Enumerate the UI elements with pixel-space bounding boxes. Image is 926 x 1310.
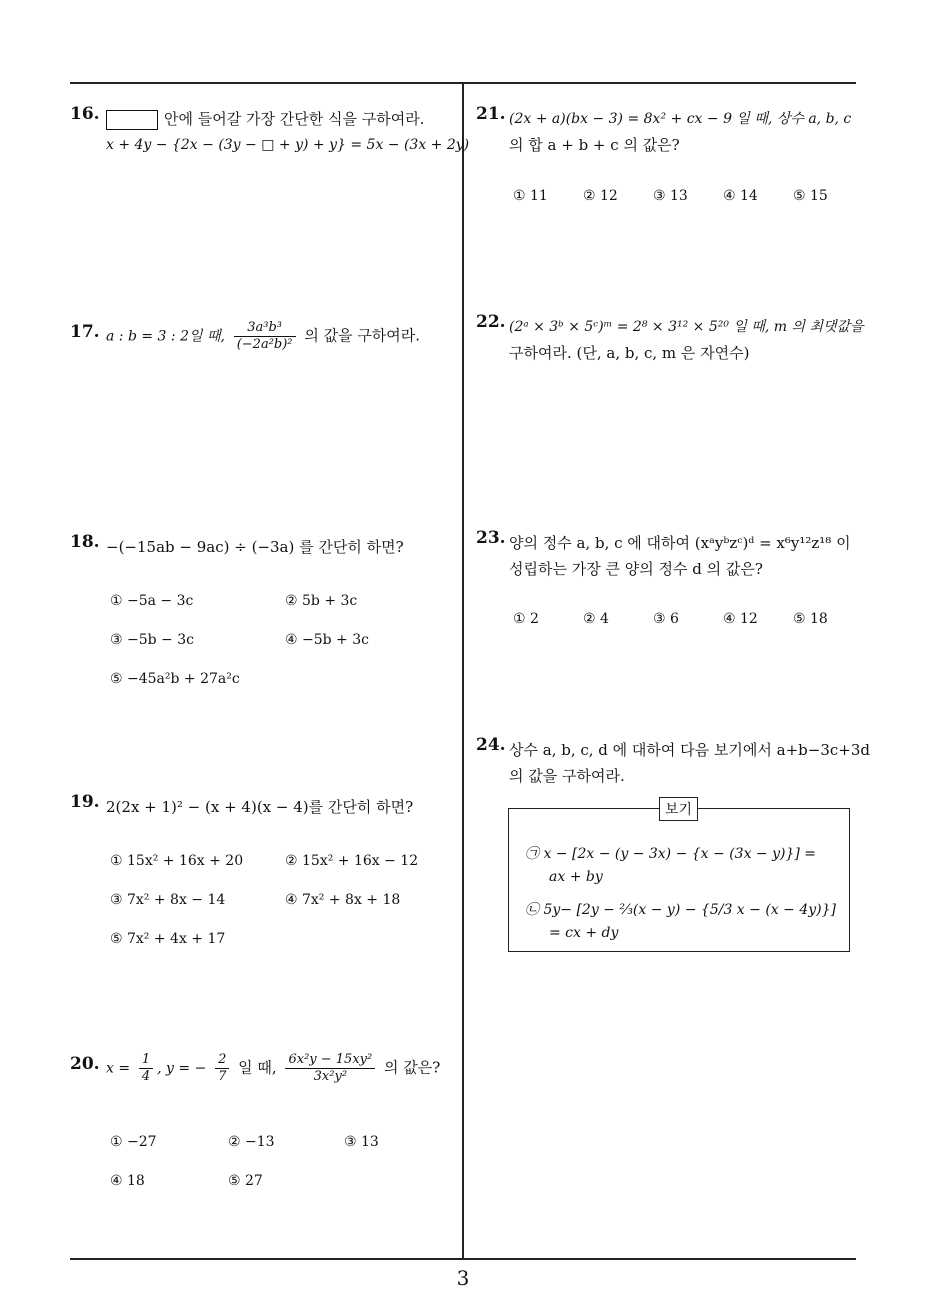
question-text-2: 의 값을 구하여라. bbox=[509, 767, 625, 785]
option-3[interactable]: ③ 6 bbox=[653, 611, 679, 627]
option-4[interactable]: ④ 18 bbox=[110, 1173, 145, 1189]
fraction-denominator: (−2a²b)² bbox=[236, 337, 293, 352]
option-4[interactable]: ④ 12 bbox=[723, 611, 758, 627]
fraction-x bbox=[139, 1052, 153, 1085]
fraction-denominator: 7 bbox=[218, 1069, 227, 1084]
question-text-2: 의 합 a + b + c 의 값은? bbox=[509, 136, 680, 154]
option-1[interactable]: ① −27 bbox=[110, 1134, 157, 1150]
question-text: 의 값은? bbox=[384, 1058, 441, 1077]
x-assignment: x = bbox=[106, 1060, 131, 1077]
question-body bbox=[106, 106, 469, 158]
example-box bbox=[508, 802, 850, 952]
question-body bbox=[106, 320, 420, 353]
option-2[interactable]: ② 4 bbox=[583, 611, 609, 627]
question-number: 18. bbox=[70, 532, 100, 552]
fraction bbox=[234, 320, 296, 353]
option-4[interactable]: ④ 14 bbox=[723, 188, 758, 204]
option-1[interactable]: ① −5a − 3c bbox=[110, 593, 194, 609]
question-number: 23. bbox=[476, 528, 506, 548]
question-text: 양의 정수 a, b, c 에 대하여 (xᵃyᵇzᶜ)ᵈ = x⁶y¹²z¹⁸ 이 bbox=[509, 534, 851, 552]
question-body bbox=[509, 530, 851, 582]
fraction-numerator: 6x²y − 15xy² bbox=[285, 1052, 375, 1069]
option-2[interactable]: ② 5b + 3c bbox=[285, 593, 358, 609]
bottom-rule bbox=[70, 1258, 856, 1260]
option-5[interactable]: ⑤ 27 bbox=[228, 1173, 263, 1189]
equation: x + 4y − {2x − (3y − □ + y) + y} = 5x − (3x + 2y) bbox=[106, 137, 470, 153]
fraction-numerator: 2 bbox=[215, 1052, 229, 1069]
connector-text: 일 때, bbox=[238, 1058, 277, 1077]
question-text: (2x + a)(bx − 3) = 8x² + cx − 9 일 때, 상수 a, b, c bbox=[509, 111, 852, 127]
question-text: 의 값을 구하여라. bbox=[304, 326, 421, 345]
question-body bbox=[509, 106, 851, 158]
option-4[interactable]: ④ −5b + 3c bbox=[285, 632, 369, 648]
fraction-denominator: 4 bbox=[141, 1069, 151, 1084]
fraction-expression bbox=[285, 1052, 375, 1085]
question-number: 20. bbox=[70, 1054, 100, 1074]
column-divider bbox=[462, 84, 464, 1258]
option-1[interactable]: ① 2 bbox=[513, 611, 539, 627]
question-text: 상수 a, b, c, d 에 대하여 다음 보기에서 a+b−3c+3d bbox=[509, 741, 870, 759]
question-number: 24. bbox=[476, 735, 506, 755]
page-number: 3 bbox=[456, 1266, 470, 1290]
question-body bbox=[106, 1052, 440, 1085]
option-2[interactable]: ② −13 bbox=[228, 1134, 275, 1150]
option-5[interactable]: ⑤ 18 bbox=[793, 611, 828, 627]
example-line-1: ㉠ x − [2x − (y − 3x) − {x − (3x − y)}] = bbox=[525, 846, 817, 862]
example-line-2: ax + by bbox=[549, 869, 603, 885]
question-body bbox=[509, 737, 870, 789]
example-box-title: 보기 bbox=[659, 797, 698, 821]
question-body bbox=[106, 794, 413, 820]
question-text-2: 구하여라. (단, a, b, c, m 은 자연수) bbox=[509, 344, 750, 362]
ratio-condition: a : b = 3 : 2일 때, bbox=[106, 328, 225, 345]
example-line-4: = cx + dy bbox=[549, 925, 619, 941]
fraction-numerator: 3a³b³ bbox=[234, 320, 296, 337]
option-2[interactable]: ② 15x² + 16x − 12 bbox=[285, 853, 419, 869]
question-body bbox=[106, 534, 404, 560]
question-text: −(−15ab − 9ac) ÷ (−3a) 를 간단히 하면? bbox=[106, 538, 404, 556]
option-4[interactable]: ④ 7x² + 8x + 18 bbox=[285, 892, 401, 908]
question-text: 2(2x + 1)² − (x + 4)(x − 4)를 간단히 하면? bbox=[106, 798, 414, 816]
question-number: 16. bbox=[70, 104, 100, 124]
question-text: 안에 들어갈 가장 간단한 식을 구하여라. bbox=[164, 110, 425, 128]
fraction-y bbox=[215, 1052, 229, 1085]
option-5[interactable]: ⑤ 7x² + 4x + 17 bbox=[110, 931, 226, 947]
answer-blank-box bbox=[106, 110, 158, 130]
fraction-numerator: 1 bbox=[139, 1052, 153, 1069]
option-3[interactable]: ③ 7x² + 8x − 14 bbox=[110, 892, 226, 908]
option-1[interactable]: ① 15x² + 16x + 20 bbox=[110, 853, 244, 869]
question-number: 22. bbox=[476, 312, 506, 332]
question-number: 17. bbox=[70, 322, 100, 342]
question-number: 21. bbox=[476, 104, 506, 124]
option-5[interactable]: ⑤ −45a²b + 27a²c bbox=[110, 671, 240, 687]
question-number: 19. bbox=[70, 792, 100, 812]
question-text: (2ᵃ × 3ᵇ × 5ᶜ)ᵐ = 2⁸ × 3¹² × 5²⁰ 일 때, m 의 최댓값을 bbox=[509, 319, 864, 335]
option-1[interactable]: ① 11 bbox=[513, 188, 548, 204]
option-2[interactable]: ② 12 bbox=[583, 188, 618, 204]
fraction-denominator: 3x²y² bbox=[313, 1069, 348, 1084]
y-assignment: , y = − bbox=[157, 1060, 207, 1077]
question-body bbox=[509, 314, 864, 366]
option-3[interactable]: ③ 13 bbox=[653, 188, 688, 204]
option-5[interactable]: ⑤ 15 bbox=[793, 188, 828, 204]
question-text-2: 성립하는 가장 큰 양의 정수 d 의 값은? bbox=[509, 560, 763, 578]
option-3[interactable]: ③ 13 bbox=[344, 1134, 379, 1150]
example-line-3: ㉡ 5y− [2y − ⅔(x − y) − {5/3 x − (x − 4y)}] bbox=[525, 902, 836, 918]
option-3[interactable]: ③ −5b − 3c bbox=[110, 632, 194, 648]
